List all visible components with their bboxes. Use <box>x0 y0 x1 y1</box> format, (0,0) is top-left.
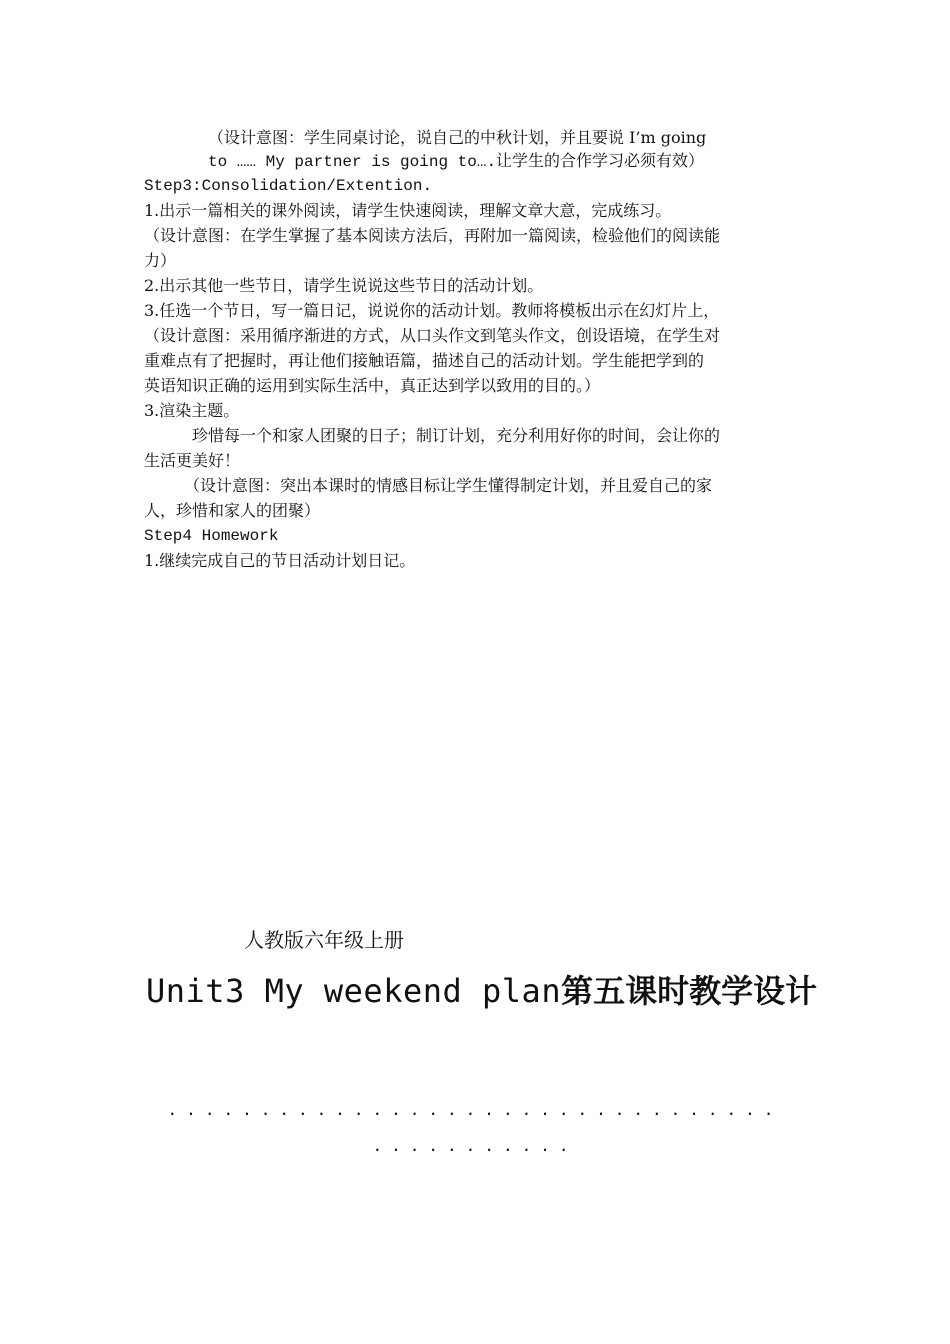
text-line: 力） <box>144 251 177 270</box>
cover-title-cn: 第五课时教学设计 <box>561 972 818 1010</box>
cover-title <box>146 970 846 1012</box>
text-line: 1.出示一篇相关的课外阅读，请学生快速阅读，理解文章大意，完成练习。 <box>144 201 672 220</box>
text-line: 生活更美好！ <box>144 451 241 470</box>
text-line: （设计意图：学生同桌讨论，说自己的中秋计划，并且要说 I’m going <box>208 128 707 147</box>
text-line: 珍惜每一个和家人团聚的日子；制订计划，充分利用好你的时间，会让你的 <box>192 426 721 445</box>
text-line: （设计意图：采用循序渐进的方式，从口头作文到笔头作文，创设语境，在学生对 <box>144 326 721 345</box>
text-line: 3.渲染主题。 <box>144 401 240 420</box>
text-line: 1.继续完成自己的节日活动计划日记。 <box>144 551 416 570</box>
text-line: 人，珍惜和家人的团聚） <box>144 501 321 520</box>
text-line: （设计意图：在学生掌握了基本阅读方法后，再附加一篇阅读，检验他们的阅读能 <box>144 226 721 245</box>
cover-subtitle: 人教版六年级上册 <box>244 928 404 952</box>
text-line: 重难点有了把握时，再让他们接触语篇，描述自己的活动计划。学生能把学到的 <box>144 351 705 370</box>
text-line: （设计意图：突出本课时的情感目标让学生懂得制定计划，并且爱自己的家 <box>184 476 713 495</box>
text-line: to …… My partner is going to….让学生的合作学习必须有效） <box>208 153 705 171</box>
dotted-leader: ................................. <box>167 1100 783 1119</box>
cover-title-en: Unit3 My weekend plan <box>146 972 562 1010</box>
step-heading: Step3:Consolidation/Extention. <box>144 177 433 195</box>
text-line: 英语知识正确的运用到实际生活中，真正达到学以致用的目的。） <box>144 376 601 395</box>
text-line: 3.任选一个节日，写一篇日记，说说你的活动计划。教师将模板出示在幻灯片上， <box>144 301 720 320</box>
text-line: 2.出示其他一些节日，请学生说说这些节日的活动计划。 <box>144 276 544 295</box>
step-heading: Step4 Homework <box>144 527 279 545</box>
dotted-leader: ........... <box>372 1136 578 1155</box>
